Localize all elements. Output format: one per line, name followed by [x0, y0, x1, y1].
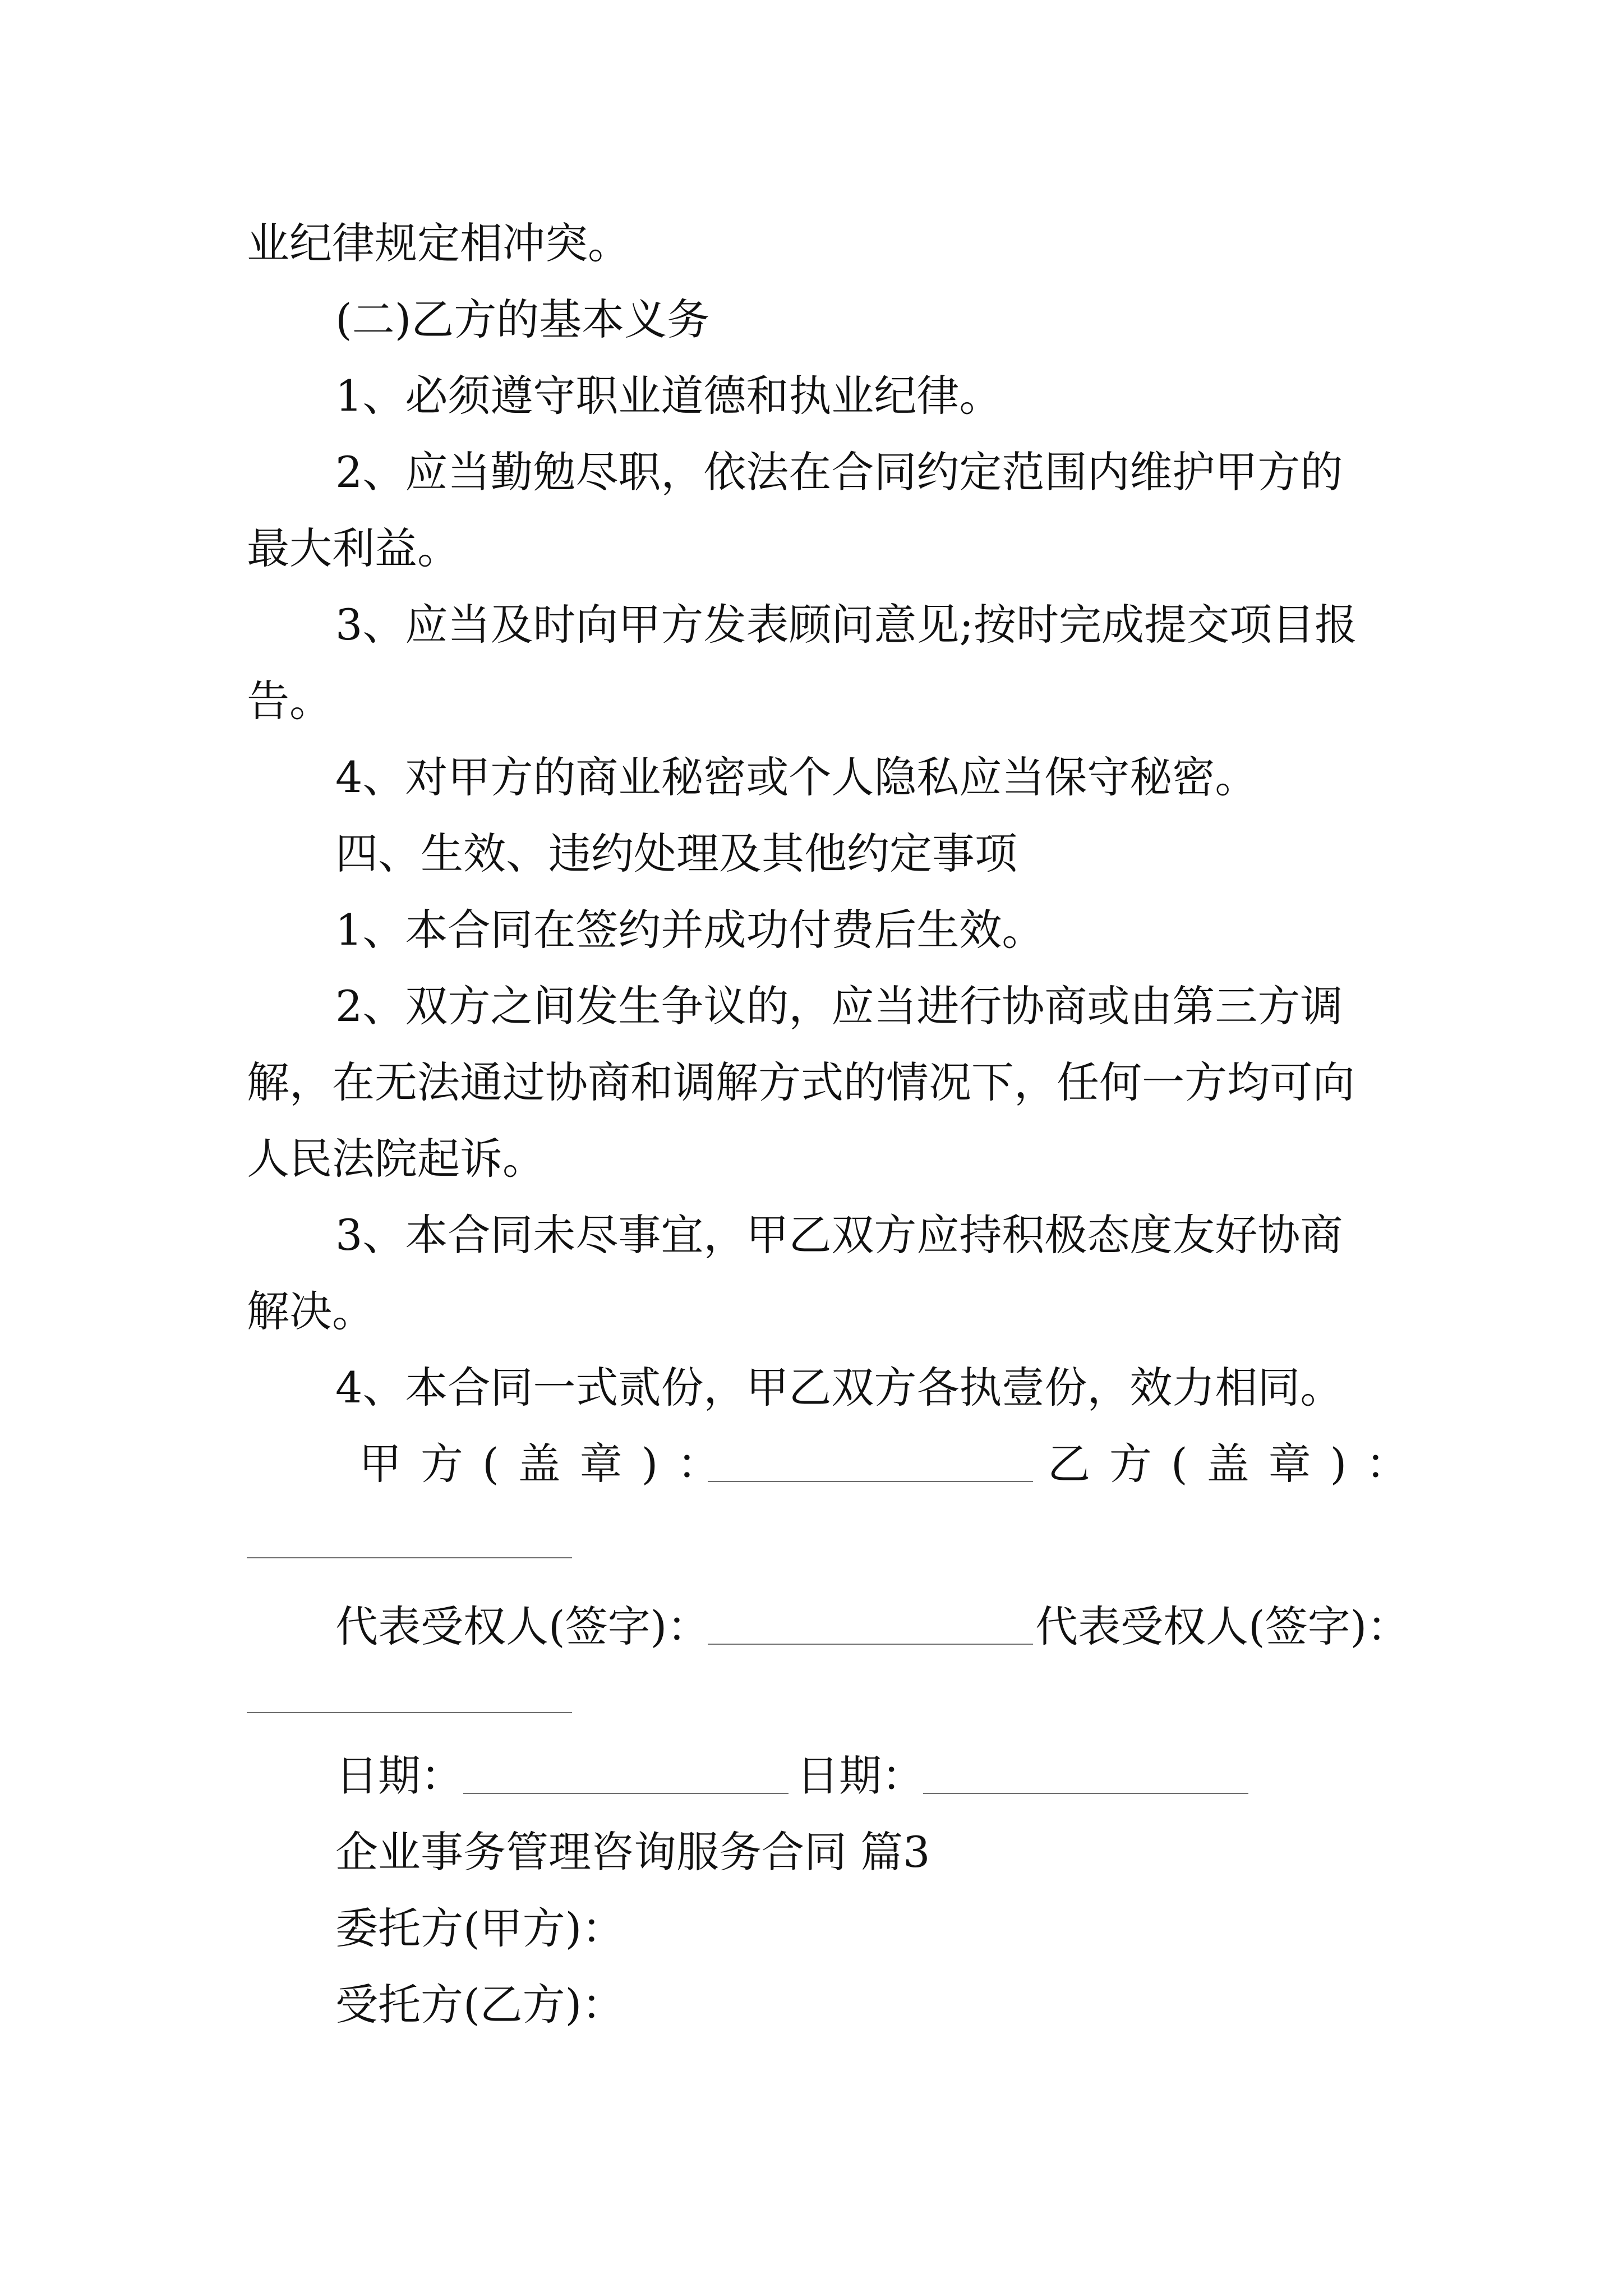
list-item: 2、应当勤勉尽职，依法在合同约定范围内维护甲方的: [335, 447, 1343, 497]
party-b-rep-label: 代表受权人(签字)：: [1035, 1602, 1410, 1651]
party-a-rep-line: [708, 1644, 1033, 1645]
list-item: 4、本合同一式贰份，甲乙双方各执壹份，效力相同。: [335, 1363, 1343, 1412]
list-item: 1、必须遵守职业道德和执业纪律。: [335, 371, 1002, 421]
contractor-label: 受托方(乙方)：: [335, 1980, 625, 2030]
paragraph-line: 人民法院起诉。: [247, 1134, 545, 1184]
list-item: 4、对甲方的商业秘密或个人隐私应当保守秘密。: [335, 752, 1258, 802]
list-item: 1、本合同在签约并成功付费后生效。: [335, 905, 1045, 955]
paragraph-line: 业纪律规定相冲突。: [247, 218, 630, 268]
date-b-label: 日期：: [796, 1751, 924, 1801]
paragraph-line: 解决。: [247, 1286, 375, 1336]
list-item: 3、应当及时向甲方发表顾问意见;按时完成提交项目报: [335, 600, 1357, 650]
party-b-seal-label: 乙方(盖章)：: [1048, 1439, 1428, 1489]
paragraph-line: 解，在无法通过协商和调解方式的情况下，任何一方均可向: [247, 1057, 1355, 1107]
section-heading: 四、生效、违约处理及其他约定事项: [335, 829, 1017, 878]
paragraph-line: 最大利益。: [247, 523, 460, 573]
party-b-rep-line: [247, 1712, 572, 1713]
section-heading: (二)乙方的基本义务: [335, 295, 710, 344]
party-a-seal-label: 甲方(盖章)：: [359, 1439, 739, 1489]
paragraph-line: 告。: [247, 676, 332, 726]
party-a-rep-label: 代表受权人(签字)：: [335, 1602, 710, 1651]
party-a-seal-line: [708, 1481, 1033, 1482]
client-label: 委托方(甲方)：: [335, 1903, 625, 1953]
list-item: 2、双方之间发生争议的，应当进行协商或由第三方调: [335, 981, 1343, 1031]
list-item: 3、本合同未尽事宜，甲乙双方应持积极态度友好协商: [335, 1210, 1343, 1260]
date-b-line: [923, 1793, 1248, 1794]
party-b-seal-line: [247, 1557, 572, 1558]
next-section-title: 企业事务管理咨询服务合同 篇3: [335, 1827, 930, 1877]
date-a-line: [463, 1793, 789, 1794]
date-a-label: 日期：: [335, 1751, 463, 1801]
